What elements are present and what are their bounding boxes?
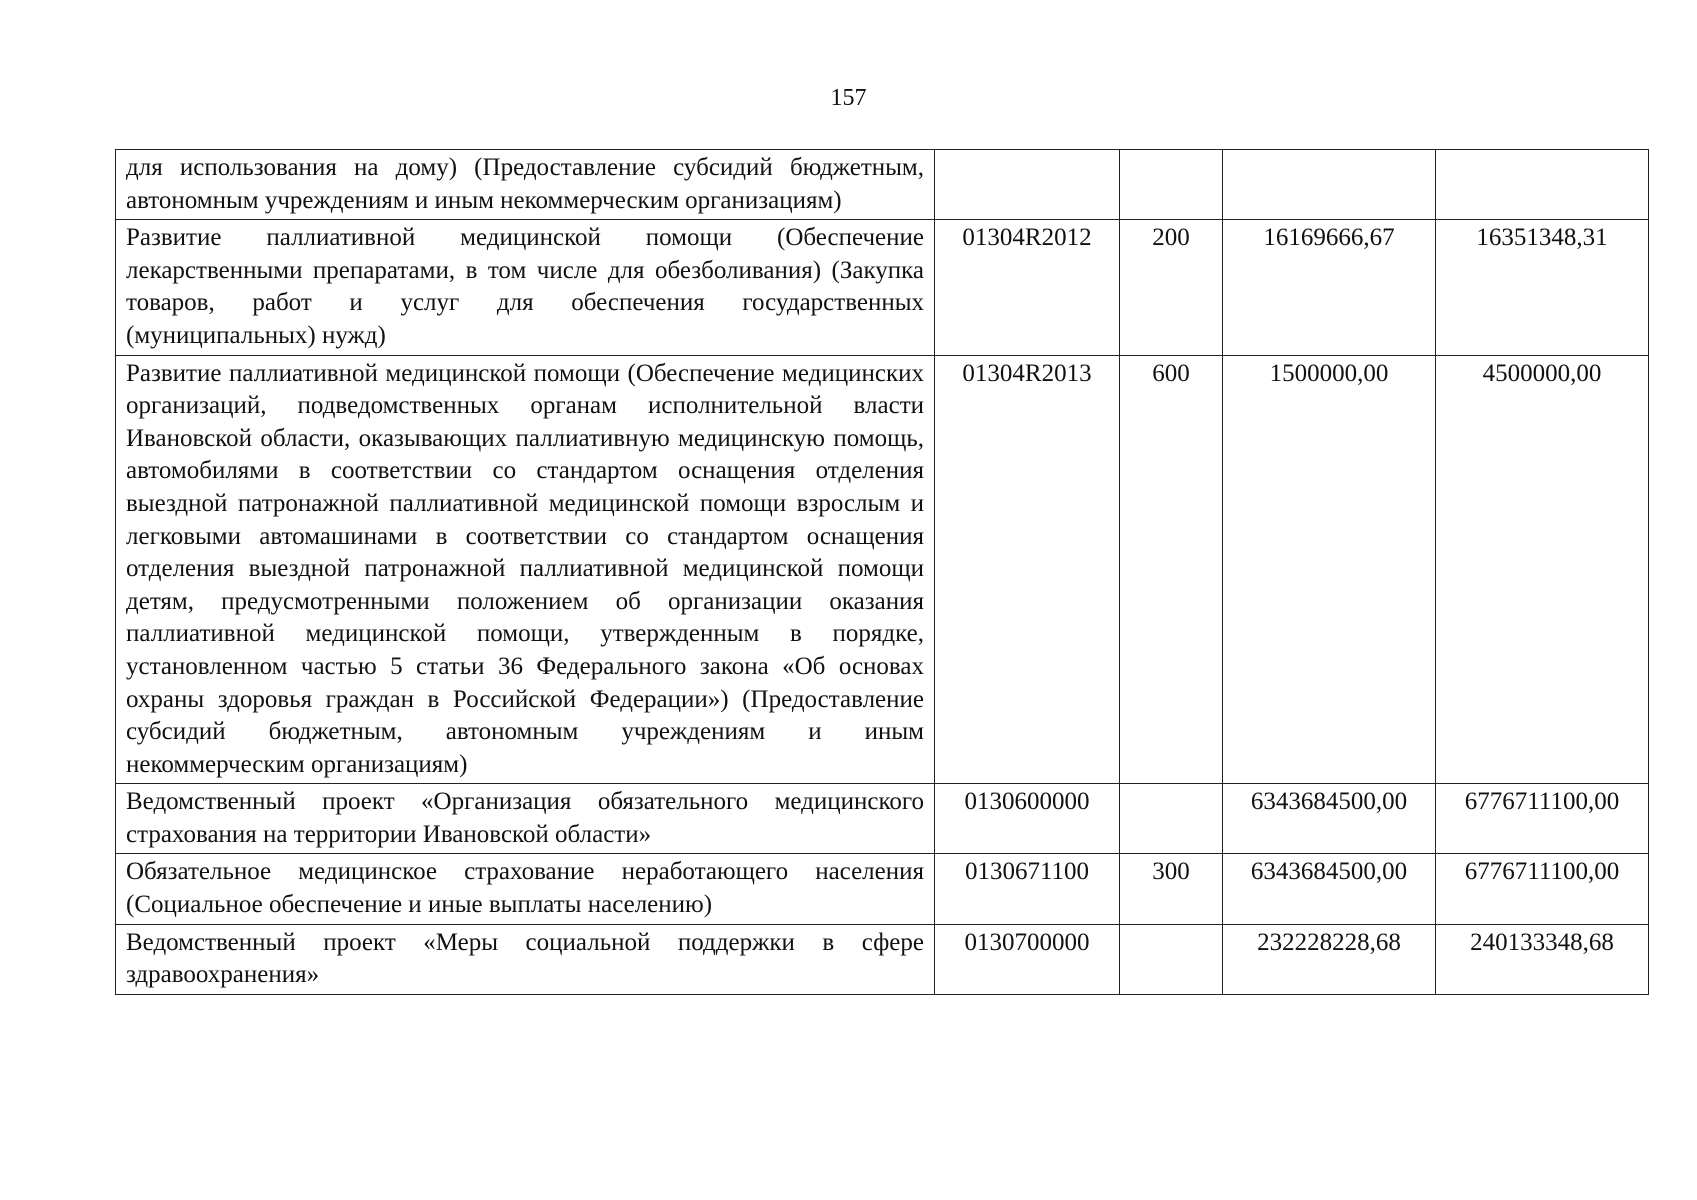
row-description: Развитие паллиативной медицинской помощи (Обеспечение медицинских организаций, подведомственных органам исполнительной власти Ивановской области, оказывающих паллиативную медицинскую помощь, автомобилями в соответствии со стандартом оснащения отделения выездной патронажной паллиативной медицинской помощи взрослым и легковыми автомашинами в соответствии со стандартом оснащения отделения выездной патронажной паллиативной медицинской помощи детям, предусмотренными положением об организации оказания паллиативной медицинской помощи, утвержденным в порядке, установленном частью 5 статьи 36 Федерального закона «Об основах охраны здоровья граждан в Российской Федерации») (Предоставление субсидий бюджетным, автономным учреждениям и иным некоммерческим организациям) bbox=[116, 355, 935, 784]
row-description: Развитие паллиативной медицинской помощи (Обеспечение лекарственными препаратами, в том числе для обезболивания) (Закупка товаров, работ и услуг для обеспечения государственных (муниципальных) нужд) bbox=[116, 220, 935, 355]
row-amount-1 bbox=[1223, 150, 1436, 220]
row-code: 0130671100 bbox=[935, 854, 1120, 924]
row-type: 200 bbox=[1120, 220, 1223, 355]
row-code: 01304R2012 bbox=[935, 220, 1120, 355]
row-amount-2: 4500000,00 bbox=[1436, 355, 1649, 784]
row-amount-1: 6343684500,00 bbox=[1223, 784, 1436, 854]
page-number: 157 bbox=[830, 85, 867, 111]
table-row bbox=[116, 150, 1649, 220]
row-description: для использования на дому) (Предоставление субсидий бюджетным, автономным учреждениям и иным некоммерческим организациям) bbox=[116, 150, 935, 220]
row-amount-2: 6776711100,00 bbox=[1436, 854, 1649, 924]
row-description: Ведомственный проект «Организация обязательного медицинского страхования на территории Ивановской области» bbox=[116, 784, 935, 854]
row-amount-2: 240133348,68 bbox=[1436, 924, 1649, 994]
row-amount-2: 6776711100,00 bbox=[1436, 784, 1649, 854]
row-code: 01304R2013 bbox=[935, 355, 1120, 784]
row-amount-2 bbox=[1436, 150, 1649, 220]
table-row bbox=[116, 355, 1649, 784]
row-code: 0130700000 bbox=[935, 924, 1120, 994]
row-type bbox=[1120, 924, 1223, 994]
row-amount-2: 16351348,31 bbox=[1436, 220, 1649, 355]
table-row bbox=[116, 854, 1649, 924]
row-code: 0130600000 bbox=[935, 784, 1120, 854]
row-description: Обязательное медицинское страхование неработающего населения (Социальное обеспечение и иные выплаты населению) bbox=[116, 854, 935, 924]
row-type bbox=[1120, 150, 1223, 220]
table-row bbox=[116, 784, 1649, 854]
row-amount-1: 1500000,00 bbox=[1223, 355, 1436, 784]
row-type: 300 bbox=[1120, 854, 1223, 924]
table-row bbox=[116, 220, 1649, 355]
row-code bbox=[935, 150, 1120, 220]
row-type: 600 bbox=[1120, 355, 1223, 784]
row-description: Ведомственный проект «Меры социальной поддержки в сфере здравоохранения» bbox=[116, 924, 935, 994]
budget-table bbox=[115, 149, 1649, 995]
row-amount-1: 16169666,67 bbox=[1223, 220, 1436, 355]
row-amount-1: 232228228,68 bbox=[1223, 924, 1436, 994]
row-type bbox=[1120, 784, 1223, 854]
row-amount-1: 6343684500,00 bbox=[1223, 854, 1436, 924]
table-row bbox=[116, 924, 1649, 994]
